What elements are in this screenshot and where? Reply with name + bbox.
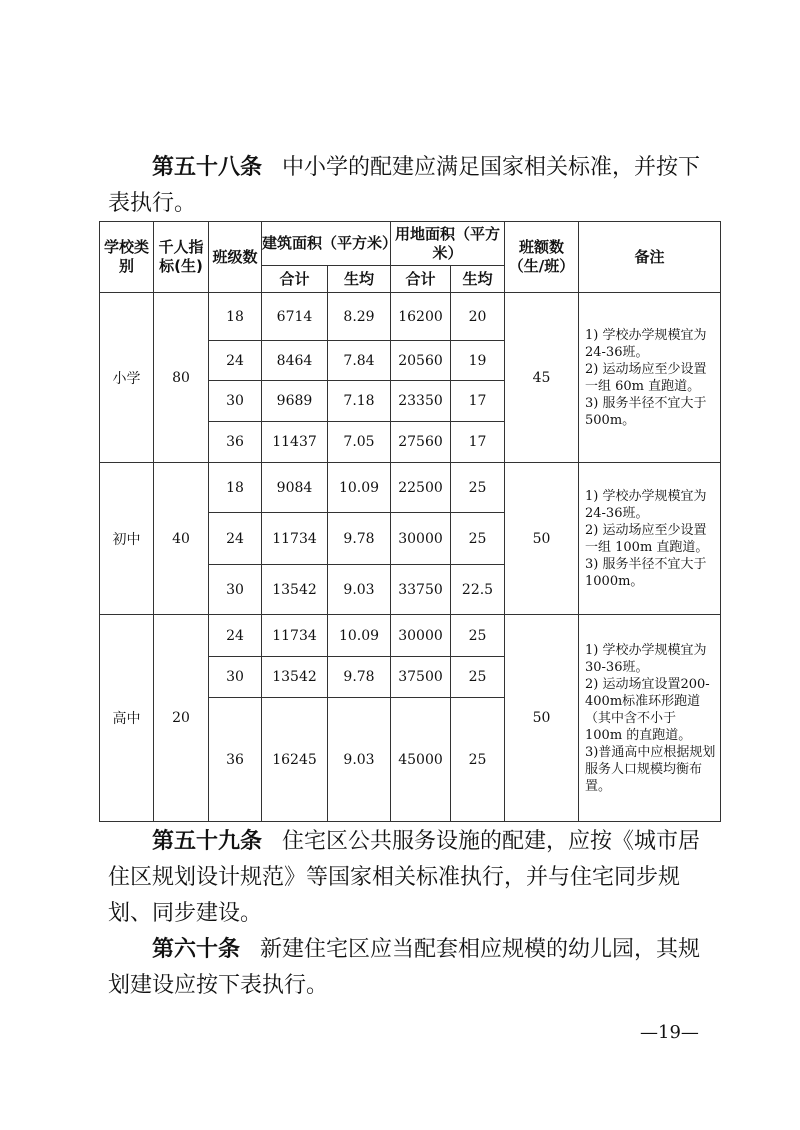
school-standards-table [99, 221, 721, 822]
header-category: 学校类别 [100, 222, 154, 293]
header-land-total: 合计 [391, 266, 451, 293]
building-per-cell: 9.78 [328, 513, 391, 565]
header-class-size: 班额数（生/班） [505, 222, 579, 293]
note-line: 1) 学校办学规模宜为24-36班。 [585, 488, 707, 521]
building-total-cell: 6714 [262, 293, 328, 341]
note-line: 1) 学校办学规模宜为24-36班。 [585, 327, 707, 360]
land-per-cell: 25 [451, 657, 505, 698]
land-per-cell: 25 [451, 463, 505, 513]
category-cell: 高中 [100, 615, 154, 822]
building-total-cell: 13542 [262, 565, 328, 615]
header-classes: 班级数 [209, 222, 262, 293]
header-building-total: 合计 [262, 266, 328, 293]
header-notes: 备注 [579, 222, 721, 293]
classes-cell: 30 [209, 565, 262, 615]
notes-cell [579, 463, 721, 615]
land-total-cell: 30000 [391, 513, 451, 565]
table-row [100, 293, 721, 341]
classes-cell: 24 [209, 341, 262, 381]
building-per-cell: 7.18 [328, 381, 391, 422]
header-land-per: 生均 [451, 266, 505, 293]
classes-cell: 18 [209, 293, 262, 341]
land-per-cell: 20 [451, 293, 505, 341]
category-cell: 小学 [100, 293, 154, 463]
article-58-title: 第五十八条 [152, 155, 263, 180]
note-line: 3)普通高中应根据规划服务人口规模均衡布置。 [585, 744, 716, 794]
land-total-cell: 45000 [391, 698, 451, 822]
building-total-cell: 11437 [262, 422, 328, 463]
notes-cell [579, 615, 721, 822]
header-per-thousand: 千人指标(生) [154, 222, 209, 293]
classes-cell: 30 [209, 657, 262, 698]
article-58-text: 中小学的配建应满足国家相关标准，并按下表执行。 [108, 155, 701, 216]
class-size-cell: 45 [505, 293, 579, 463]
table-row [100, 463, 721, 513]
building-per-cell: 8.29 [328, 293, 391, 341]
classes-cell: 36 [209, 698, 262, 822]
header-building-per: 生均 [328, 266, 391, 293]
land-total-cell: 23350 [391, 381, 451, 422]
land-total-cell: 30000 [391, 615, 451, 657]
building-total-cell: 11734 [262, 513, 328, 565]
classes-cell: 24 [209, 513, 262, 565]
category-cell: 初中 [100, 463, 154, 615]
building-per-cell: 9.78 [328, 657, 391, 698]
article-60-text: 新建住宅区应当配套相应规模的幼儿园，其规划建设应按下表执行。 [108, 937, 701, 998]
class-size-cell: 50 [505, 463, 579, 615]
land-per-cell: 19 [451, 341, 505, 381]
building-total-cell: 8464 [262, 341, 328, 381]
building-total-cell: 13542 [262, 657, 328, 698]
land-per-cell: 22.5 [451, 565, 505, 615]
land-total-cell: 20560 [391, 341, 451, 381]
land-per-cell: 25 [451, 698, 505, 822]
classes-cell: 36 [209, 422, 262, 463]
land-per-cell: 17 [451, 381, 505, 422]
classes-cell: 30 [209, 381, 262, 422]
article-60-title: 第六十条 [152, 937, 241, 962]
land-per-cell: 25 [451, 513, 505, 565]
header-building-area: 建筑面积（平方米） [262, 222, 391, 266]
land-total-cell: 16200 [391, 293, 451, 341]
article-59 [108, 824, 708, 932]
land-total-cell: 27560 [391, 422, 451, 463]
notes-cell [579, 293, 721, 463]
building-total-cell: 16245 [262, 698, 328, 822]
per-thousand-cell: 40 [154, 463, 209, 615]
land-total-cell: 37500 [391, 657, 451, 698]
building-total-cell: 9689 [262, 381, 328, 422]
building-total-cell: 9084 [262, 463, 328, 513]
page-number: —19— [640, 1022, 699, 1043]
article-60 [108, 932, 708, 1004]
building-per-cell: 7.84 [328, 341, 391, 381]
land-total-cell: 33750 [391, 565, 451, 615]
note-line: 2) 运动场应至少设置一组 100m 直跑道。 [585, 522, 709, 555]
article-59-title: 第五十九条 [152, 829, 263, 854]
per-thousand-cell: 80 [154, 293, 209, 463]
per-thousand-cell: 20 [154, 615, 209, 822]
note-line: 3) 服务半径不宜大于 500m。 [585, 395, 707, 428]
building-total-cell: 11734 [262, 615, 328, 657]
note-line: 2) 运动场应至少设置一组 60m 直跑道。 [585, 361, 707, 394]
note-line: 1) 学校办学规模宜为30-36班。 [585, 642, 707, 675]
article-58 [108, 150, 708, 222]
land-per-cell: 25 [451, 615, 505, 657]
building-per-cell: 9.03 [328, 698, 391, 822]
land-per-cell: 17 [451, 422, 505, 463]
note-line: 2) 运动场宜设置200-400m标准环形跑道（其中含不小于 100m 的直跑道。 [585, 676, 710, 743]
building-per-cell: 7.05 [328, 422, 391, 463]
land-total-cell: 22500 [391, 463, 451, 513]
classes-cell: 18 [209, 463, 262, 513]
building-per-cell: 10.09 [328, 615, 391, 657]
classes-cell: 24 [209, 615, 262, 657]
table-row [100, 615, 721, 657]
note-line: 3) 服务半径不宜大于 1000m。 [585, 556, 707, 589]
class-size-cell: 50 [505, 615, 579, 822]
building-per-cell: 10.09 [328, 463, 391, 513]
article-59-text: 住宅区公共服务设施的配建，应按《城市居住区规划设计规范》等国家相关标准执行，并与住宅同步规划、同步建设。 [108, 829, 701, 926]
header-land-area: 用地面积（平方米） [391, 222, 505, 266]
building-per-cell: 9.03 [328, 565, 391, 615]
